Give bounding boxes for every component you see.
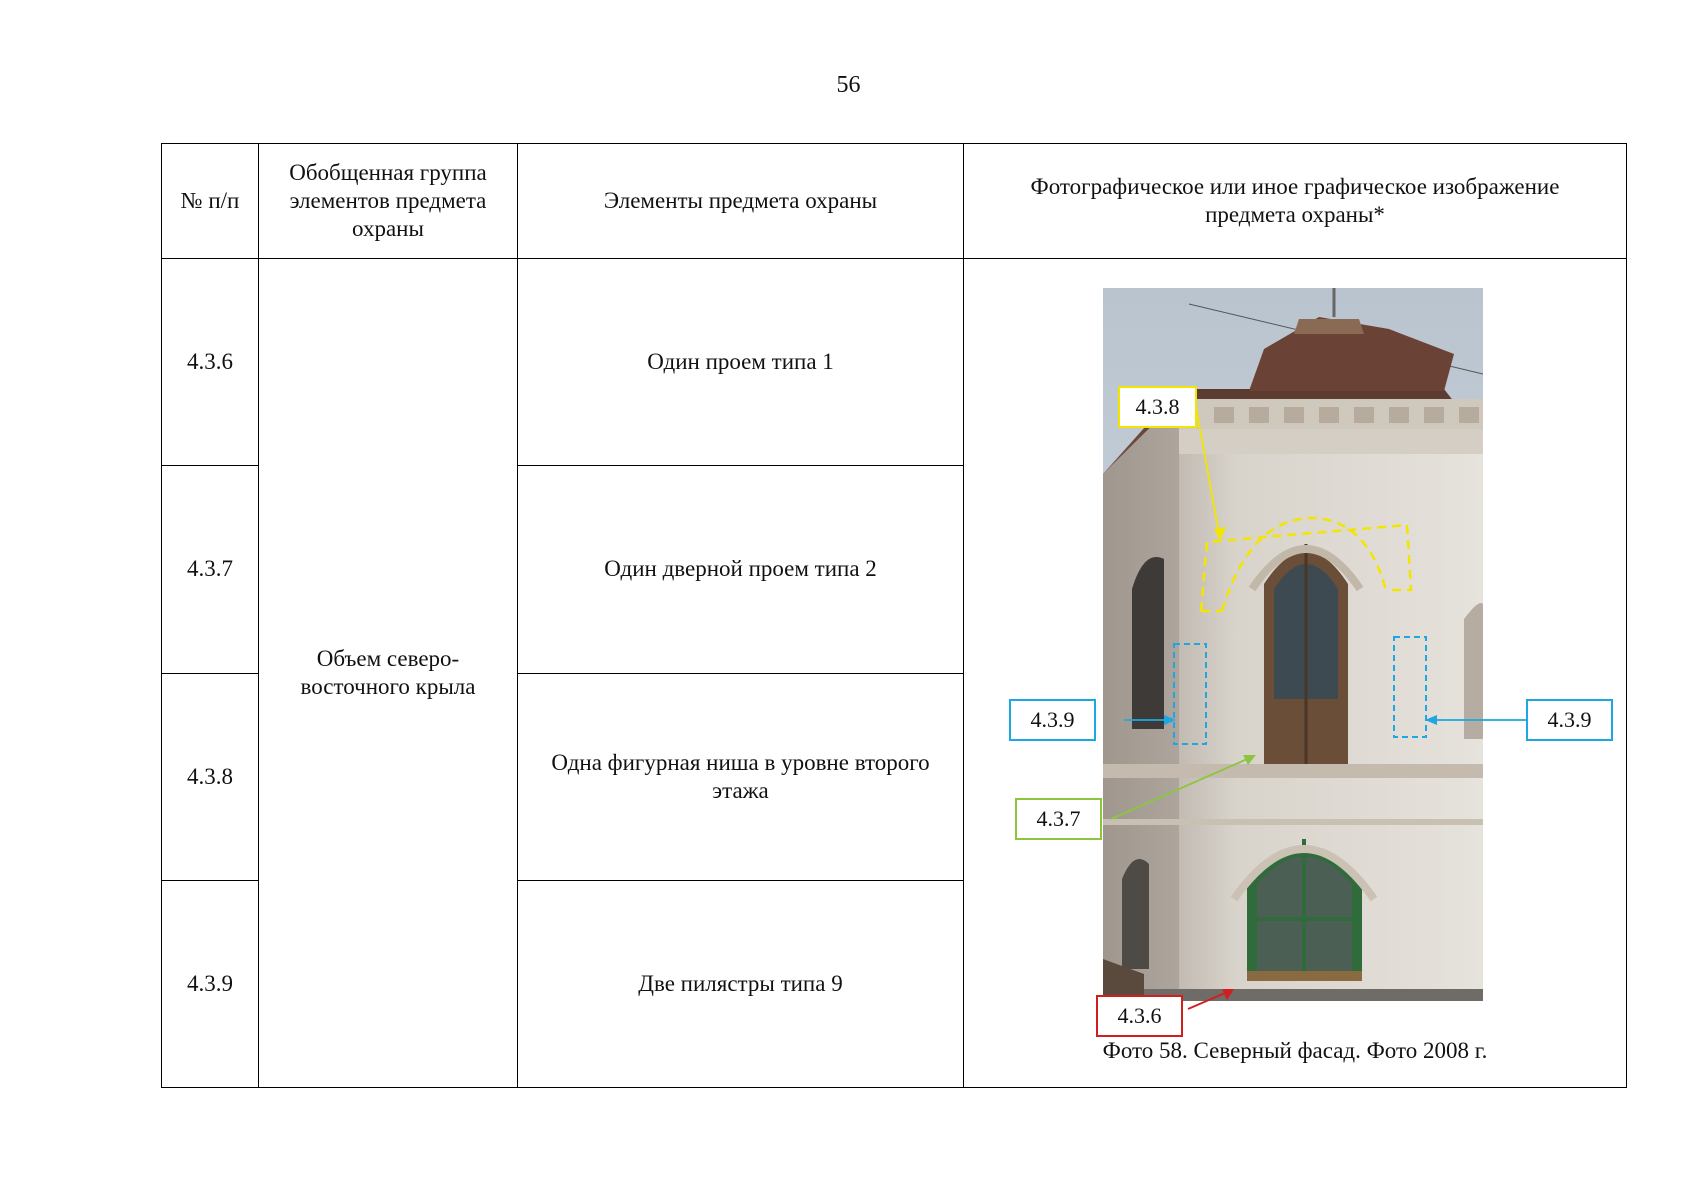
photo-cell (964, 259, 1627, 1088)
facade-photo (1103, 261, 1483, 1001)
callout-4-3-7: 4.3.7 (1036, 806, 1081, 831)
photo-caption: Фото 58. Северный фасад. Фото 2008 г. (1102, 1038, 1488, 1063)
row-num: 4.3.6 (162, 259, 259, 466)
row-num: 4.3.7 (162, 466, 259, 673)
row-num: 4.3.9 (162, 880, 259, 1087)
facade-photo-figure (964, 259, 1627, 1087)
callout-4-3-6: 4.3.6 (1117, 1003, 1162, 1028)
callout-4-3-9-left: 4.3.9 (1030, 707, 1075, 732)
callout-4-3-8: 4.3.8 (1135, 394, 1180, 419)
row-element: Один проем типа 1 (518, 259, 964, 466)
row-element: Две пилястры типа 9 (518, 880, 964, 1087)
header-elements: Элементы предмета охраны (518, 144, 964, 259)
header-image: Фотографическое или иное графическое изображение предмета охраны* (964, 144, 1627, 259)
row-num: 4.3.8 (162, 673, 259, 880)
page-number: 56 (836, 72, 861, 98)
table-row (162, 259, 1627, 466)
protection-table (161, 143, 1627, 1088)
group-cell: Объем северо-восточного крыла (259, 259, 518, 1088)
header-group: Обобщенная группа элементов предмета охраны (259, 144, 518, 259)
header-num: № п/п (162, 144, 259, 259)
table-header-row (162, 144, 1627, 259)
row-element: Один дверной проем типа 2 (518, 466, 964, 673)
row-element: Одна фигурная ниша в уровне второго этажа (518, 673, 964, 880)
callout-4-3-9-right: 4.3.9 (1547, 707, 1592, 732)
